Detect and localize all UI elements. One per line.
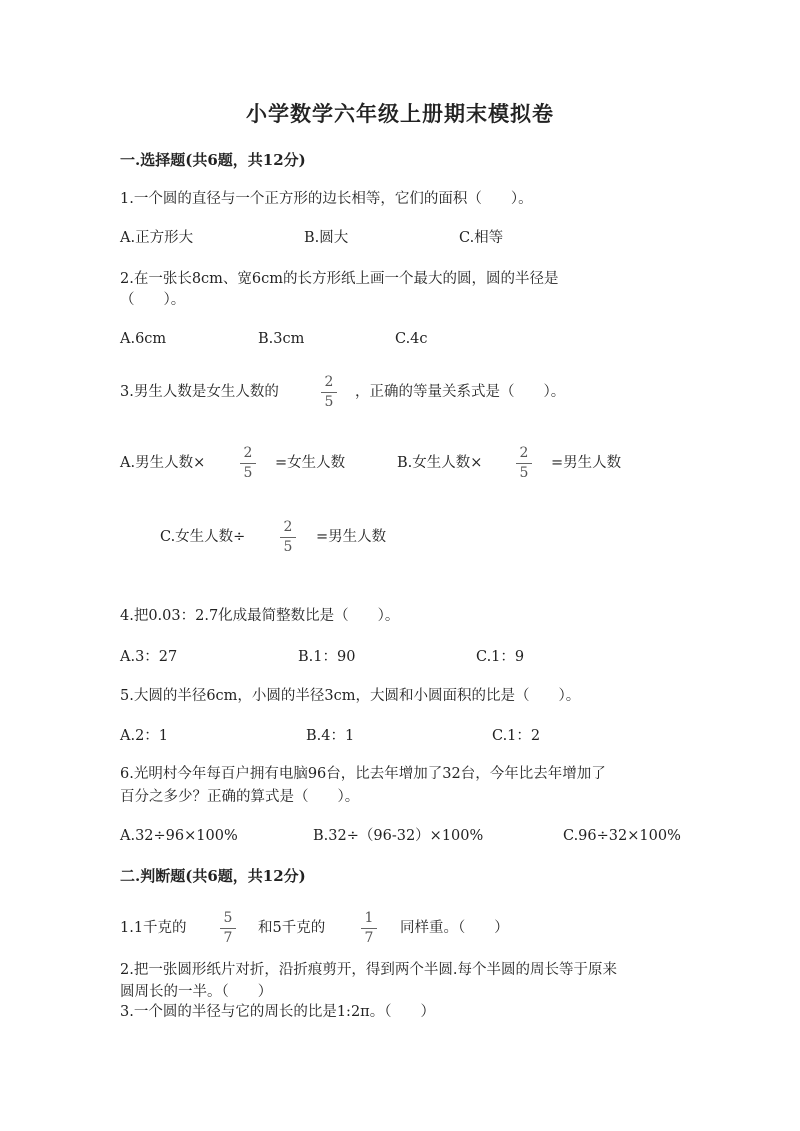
question-1-option-b: B.圆大 — [304, 230, 349, 246]
judgement-1-fraction-2 — [359, 911, 379, 946]
judgement-1-part1: 1.1千克的 — [120, 920, 187, 936]
question-6-option-a: A.32÷96×100% — [120, 828, 238, 844]
fraction-bar — [240, 463, 256, 464]
fraction-numerator: 2 — [243, 445, 253, 461]
judgement-1-part2: 和5千克的 — [258, 920, 326, 936]
question-3-text-after: ，正确的等量关系式是（ ）。 — [355, 384, 566, 400]
question-3-option-b-after: =男生人数 — [551, 455, 622, 471]
judgement-1-fraction-1 — [218, 911, 238, 946]
question-3-option-b-fraction — [514, 446, 534, 481]
question-5-option-b: B.4：1 — [306, 728, 355, 744]
question-5-option-a: A.2：1 — [120, 728, 169, 744]
question-1-option-a: A.正方形大 — [120, 230, 194, 246]
fraction-denominator: 5 — [324, 394, 334, 410]
judgement-1-part3: 同样重。（ ） — [400, 920, 509, 936]
question-4-option-b: B.1：90 — [298, 649, 356, 665]
question-3-option-c-after: =男生人数 — [316, 529, 387, 545]
fraction-bar — [516, 463, 532, 464]
question-4-text: 4.把0.03：2.7化成最简整数比是（ ）。 — [120, 608, 400, 624]
judgement-2-line2: 圆周长的一半。（ ） — [120, 984, 273, 1000]
fraction-numerator: 2 — [283, 519, 293, 535]
fraction-denominator: 5 — [283, 539, 293, 555]
question-6-text-line2: 百分之多少？正确的算式是（ ）。 — [120, 789, 360, 805]
question-3-option-a-fraction — [238, 446, 258, 481]
question-4-option-c: C.1：9 — [476, 649, 525, 665]
question-4-option-a: A.3：27 — [120, 649, 178, 665]
fraction-denominator: 5 — [519, 465, 529, 481]
question-3-option-c-before: C.女生人数÷ — [160, 529, 246, 545]
question-2-option-a: A.6cm — [120, 331, 167, 347]
question-1-text: 1.一个圆的直径与一个正方形的边长相等，它们的面积（ ）。 — [120, 191, 533, 207]
judgement-2-line1: 2.把一张圆形纸片对折，沿折痕剪开，得到两个半圆.每个半圆的周长等于原来 — [120, 962, 617, 978]
question-3-option-b-before: B.女生人数× — [397, 455, 483, 471]
question-3-option-a-after: =女生人数 — [275, 455, 346, 471]
section-heading-judgement: 二.判断题(共6题，共12分) — [120, 867, 306, 885]
fraction-denominator: 7 — [364, 930, 374, 946]
fraction-bar — [321, 392, 337, 393]
fraction-numerator: 1 — [364, 910, 374, 926]
fraction-denominator: 5 — [243, 465, 253, 481]
question-3-option-a-before: A.男生人数× — [120, 455, 206, 471]
question-2-text-line2: （ ）。 — [120, 292, 186, 308]
fraction-numerator: 5 — [223, 910, 233, 926]
question-3-option-c-fraction — [278, 520, 298, 555]
question-2-text-line1: 2.在一张长8cm、宽6cm的长方形纸上画一个最大的圆，圆的半径是 — [120, 271, 559, 287]
question-5-text: 5.大圆的半径6cm，小圆的半径3cm，大圆和小圆面积的比是（ ）。 — [120, 688, 581, 704]
question-6-option-c: C.96÷32×100% — [563, 828, 681, 844]
fraction-bar — [220, 928, 236, 929]
question-2-option-b: B.3cm — [258, 331, 305, 347]
page-title: 小学数学六年级上册期末模拟卷 — [246, 101, 554, 126]
fraction-numerator: 2 — [519, 445, 529, 461]
fraction-bar — [280, 537, 296, 538]
fraction-denominator: 7 — [223, 930, 233, 946]
fraction-numerator: 2 — [324, 374, 334, 390]
question-3-text-before: 3.男生人数是女生人数的 — [120, 384, 279, 400]
section-heading-choice: 一.选择题(共6题，共12分) — [120, 151, 306, 169]
question-1-option-c: C.相等 — [459, 230, 504, 246]
question-5-option-c: C.1：2 — [492, 728, 541, 744]
fraction-bar — [361, 928, 377, 929]
question-6-option-b: B.32÷（96-32）×100% — [313, 828, 484, 844]
question-3-fraction — [319, 375, 339, 410]
question-2-option-c: C.4c — [395, 331, 428, 347]
judgement-3-text: 3.一个圆的半径与它的周长的比是1:2π。（ ） — [120, 1004, 435, 1020]
question-6-text-line1: 6.光明村今年每百户拥有电脑96台，比去年增加了32台，今年比去年增加了 — [120, 766, 606, 782]
